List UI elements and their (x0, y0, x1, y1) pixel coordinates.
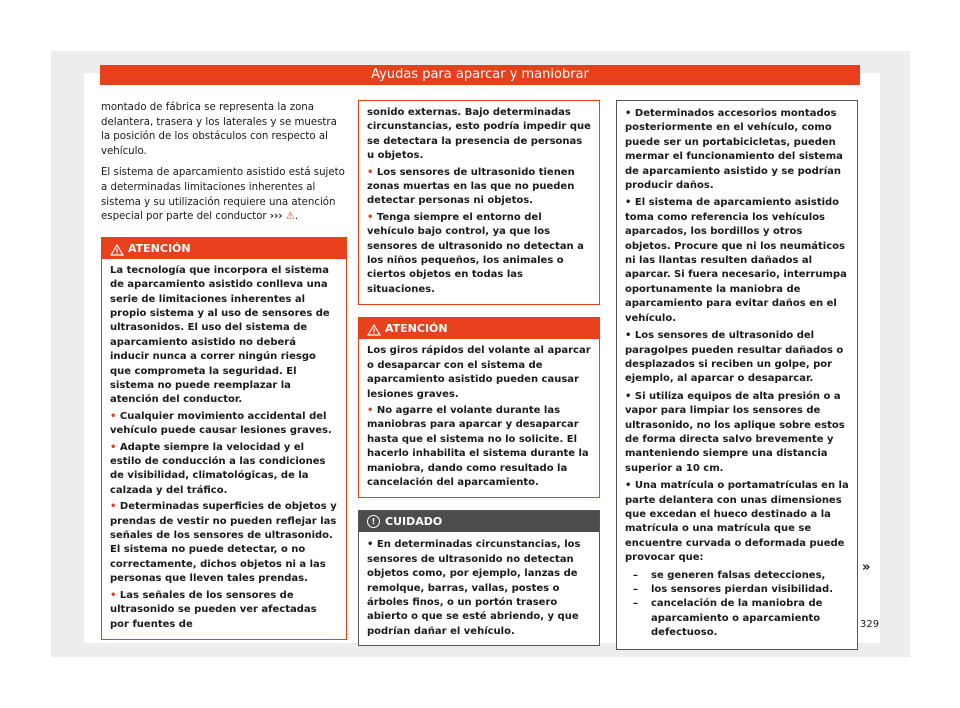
warning-intro: La tecnología que incorpora el sistema de aparcamiento asistido conlleva una serie de limitaciones inherentes al propio sistema y al uso de sensores de ultrasonidos. El uso del sistema de aparcamiento asistido no deberá inducir nunca a correr ningún riesgo que comprometa la seguridad. El sistema no puede reemplazar la atención del conductor. (110, 264, 330, 406)
caution-body (617, 101, 857, 649)
caution-item: • En determinadas circunstancias, los sensores de ultrasonido no detectan objetos como, por ejemplo, lanzas de remolque, barras, vallas, postes o árboles finos, o un portón trasero abierto o que se esté abriendo, y que podrían dañar el vehículo. (367, 539, 581, 637)
warning-item: • Los sensores de ultrasonido tienen zonas muertas en las que no pueden detectar personas ni objetos. (367, 166, 575, 207)
caution-body (359, 532, 599, 645)
info-icon: ! (367, 515, 380, 528)
warning-item: • Determinadas superficies de objetos y prendas de vestir no pueden reflejar las señales de los sensores de ultrasonido. El sistema no puede detectar, o no correctamente, dichos objetos ni a las personas que lleven tales prendas. (110, 501, 337, 585)
caution-header (359, 511, 599, 532)
dash-item: – los sensores pierdan visibilidad. (633, 584, 833, 595)
warning-item: • Tenga siempre el entorno del vehículo bajo control, ya que los sensores de ultrasonido no detectan a los niños pequeños, los animales o ciertos objetos en todas las situaciones. (367, 211, 584, 295)
warning-icon: ⚠ (285, 211, 295, 223)
warning-body (359, 339, 599, 497)
warning-item: • Cualquier movimiento accidental del vehículo puede causar lesiones graves. (110, 410, 332, 437)
warning-box (101, 237, 347, 640)
caution-box (358, 510, 600, 646)
caution-title: CUIDADO (385, 515, 443, 529)
warning-header (102, 238, 346, 259)
warning-title: ATENCIÓN (128, 241, 191, 255)
column-1 (101, 101, 347, 640)
caution-item: • Los sensores de ultrasonido del paragolpes pueden resultar dañados o desplazados si reciben un golpe, por ejemplo, al aparcar o desaparcar. (625, 330, 844, 385)
page-number: 329 (860, 619, 880, 630)
warning-body (102, 259, 346, 639)
page-header: Ayudas para aparcar y maniobrar (100, 65, 860, 85)
warning-intro: Los giros rápidos del volante al aparcar o desaparcar con el sistema de aparcamiento asistido pueden causar lesiones graves. (367, 345, 591, 400)
warning-icon (367, 322, 381, 343)
continue-mark: » (862, 560, 871, 575)
warning-body (359, 101, 599, 304)
warning-box (358, 317, 600, 498)
caution-item: • Si utiliza equipos de alta presión o a vapor para limpiar los sensores de ultrasonido, no los aplique sobre estos de forma directa salvo brevemente y manteniendo siempre una distancia superior a 10 cm. (625, 390, 845, 474)
dash-item: – cancelación de la maniobra de aparcamiento o aparcamiento defectuoso. (633, 598, 823, 639)
caution-item: • Una matrícula o portamatrículas en la parte delantera con unas dimensiones que excedan el hueco destinado a la matrícula o una matrícula que se encuentre curvada o deformada puede provocar que: (625, 480, 849, 564)
column-2 (358, 100, 600, 646)
warning-item: • Las señales de los sensores de ultrasonido se pueden ver afectadas por fuentes de (110, 589, 317, 630)
reference-arrows: ››› (269, 211, 283, 223)
paragraph: montado de fábrica se representa la zona delantera, trasera y los laterales y se muestra la posición de los obstáculos con respecto al vehículo. (101, 102, 337, 157)
warning-item: • No agarre el volante durante las maniobras para aparcar y desaparcar hasta que el sistema no lo solicite. El hacerlo inhabilita el sistema durante la maniobra, dando como resultado la cancelación del aparcamiento. (367, 404, 589, 488)
warning-header (359, 318, 599, 339)
caution-item: • Determinados accesorios montados posteriormente en el vehículo, como puede ser un portabicicletas, pueden mermar el funcionamiento del sistema de aparcamiento asistido y se podrían producir daños. (625, 108, 843, 192)
column-3 (616, 100, 858, 650)
warning-box-continued (358, 100, 600, 305)
warning-icon (110, 242, 124, 263)
paragraph: El sistema de aparcamiento asistido está sujeto a determinadas limitaciones inherentes al sistema y su utilización requiere una atención especial por parte del conductor ››› ⚠. (101, 167, 345, 223)
warning-intro: sonido externas. Bajo determinadas circunstancias, esto podría impedir que se detectara la presencia de personas u objetos. (367, 107, 591, 162)
caution-item: • El sistema de aparcamiento asistido toma como referencia los vehículos aparcados, los bordillos y otros objetos. Procure que ni los neumáticos ni las llantas resulten dañados al aparcar. Si fuera necesario, interrumpa oportunamente la maniobra de aparcamiento para evitar daños en el vehículo. (625, 197, 847, 324)
warning-item: • Adapte siempre la velocidad y el estilo de conducción a las condiciones de visibilidad, climatológicas, de la calzada y del tráfico. (110, 441, 326, 496)
caution-box-continued (616, 100, 858, 650)
dash-item: – se generen falsas detecciones, (633, 569, 826, 581)
warning-title: ATENCIÓN (385, 322, 448, 336)
